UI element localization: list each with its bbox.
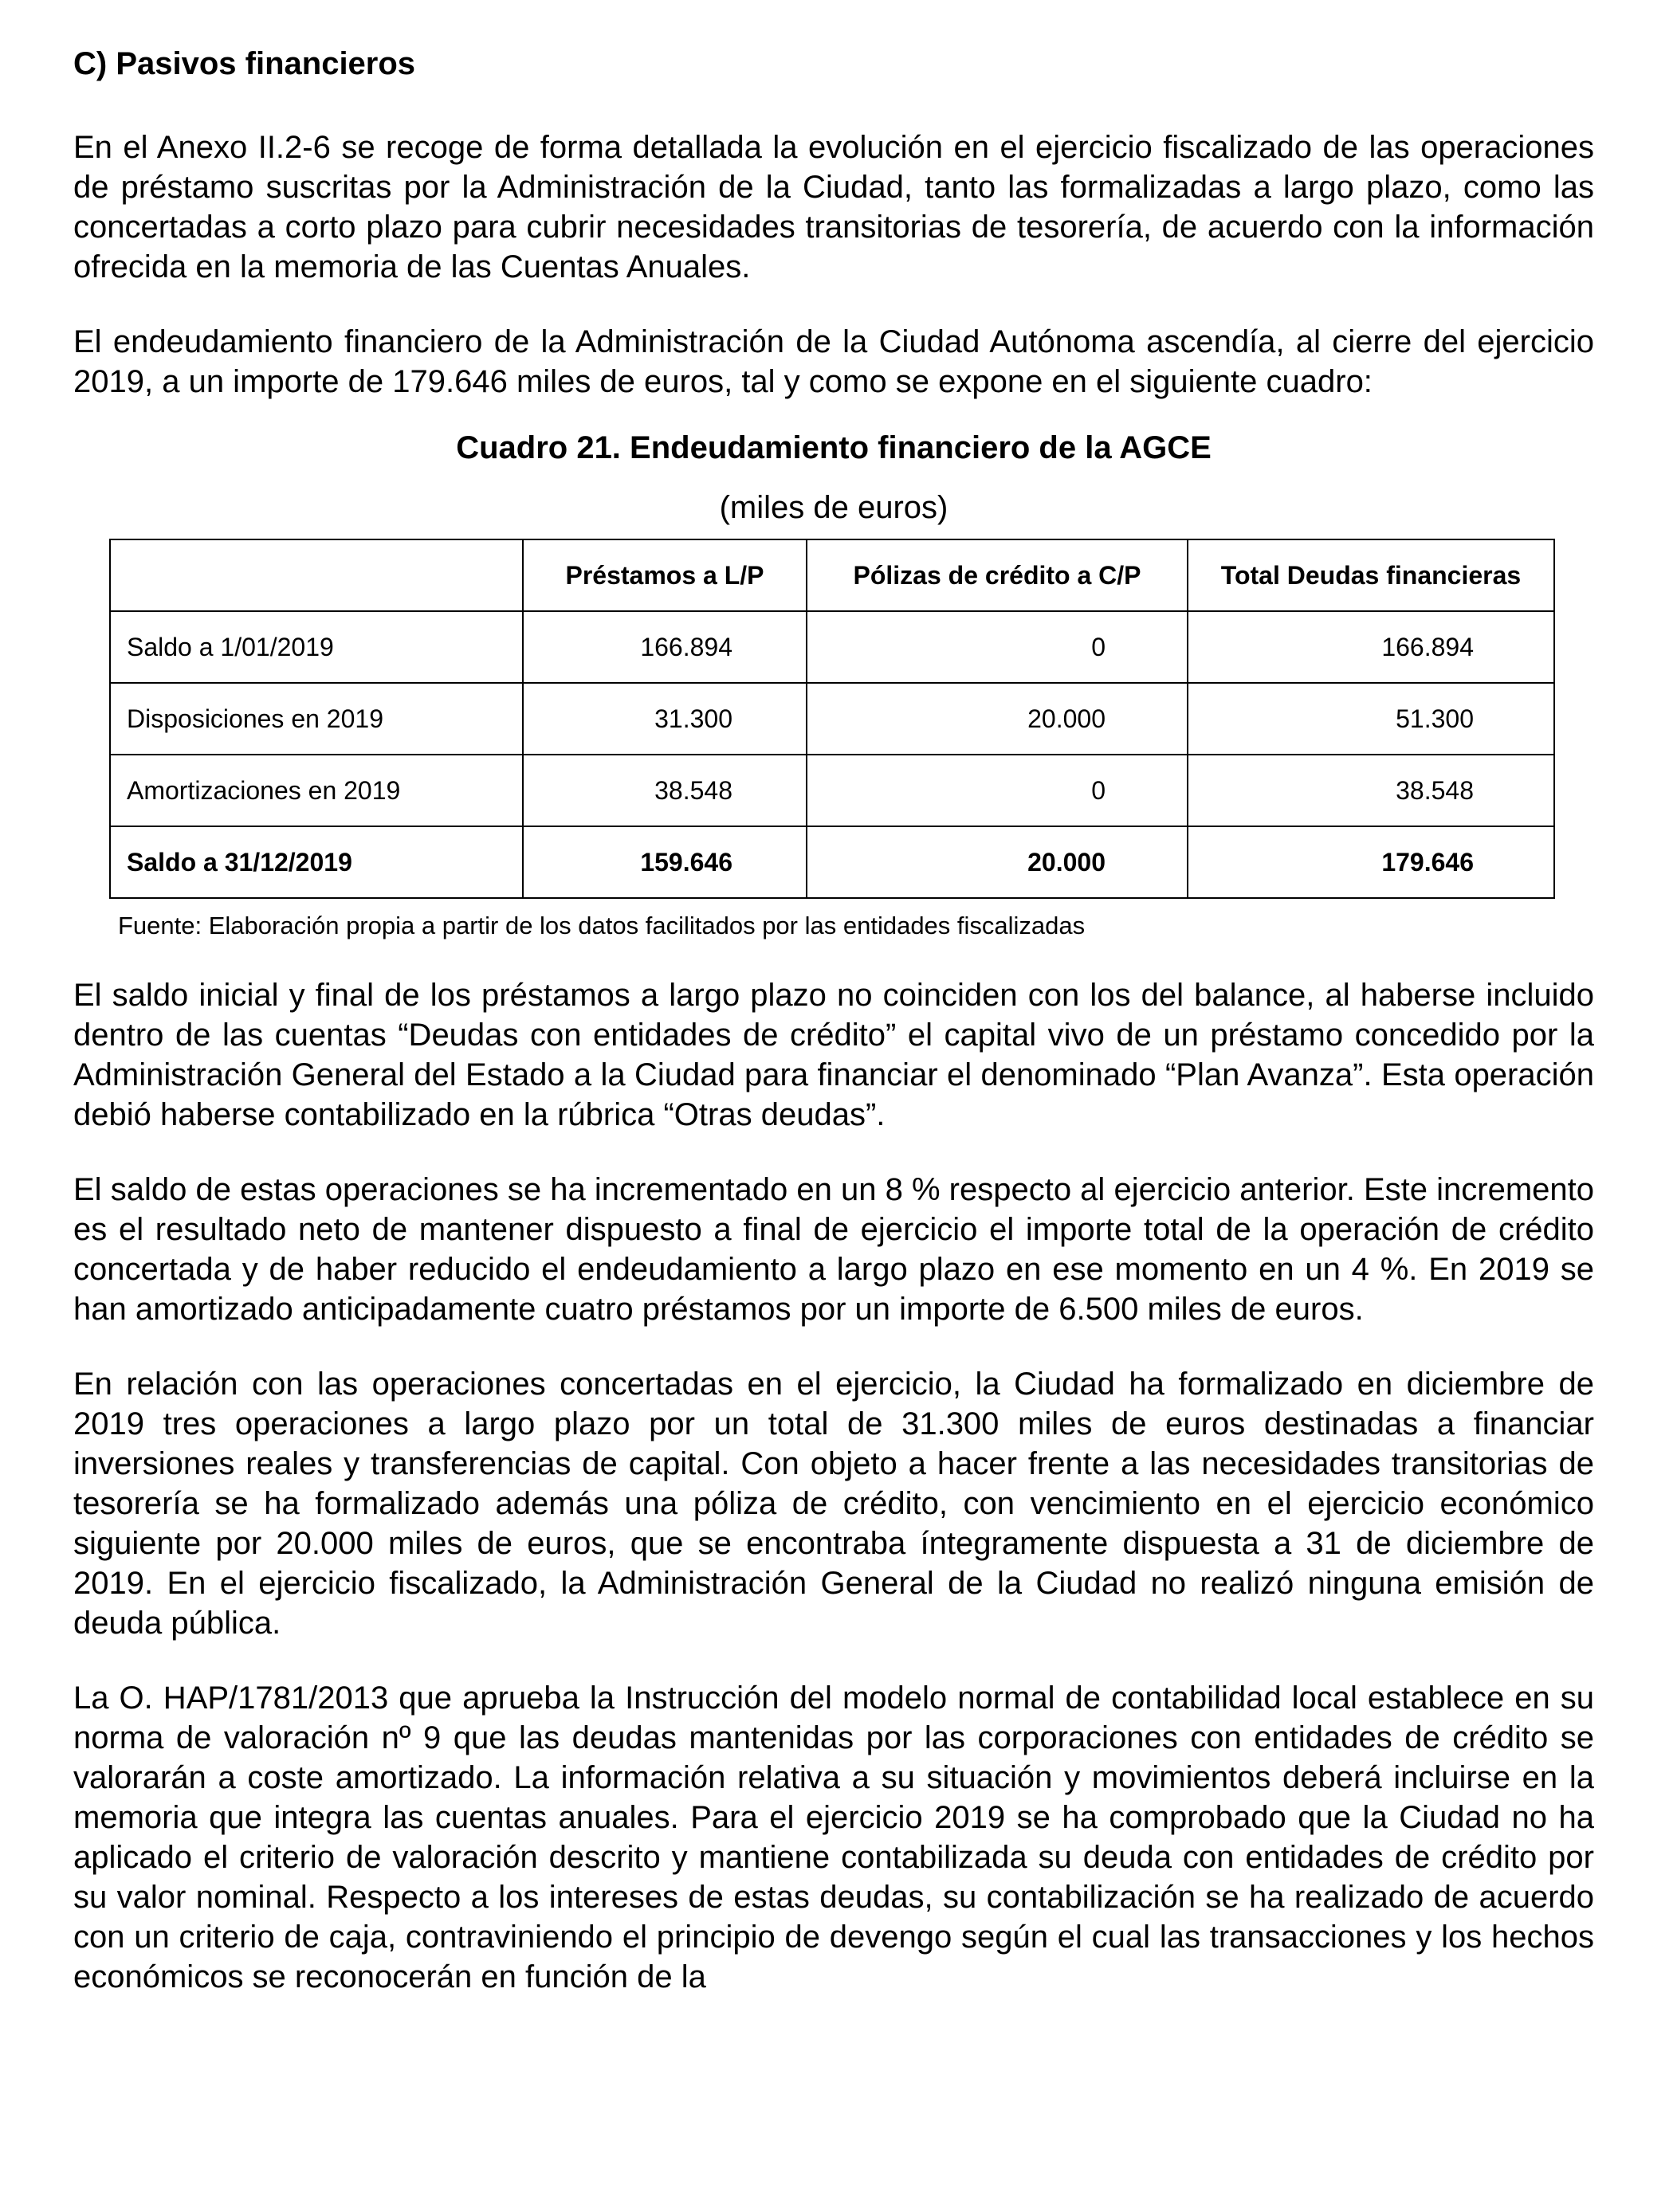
table-cell: 179.646: [1188, 826, 1554, 898]
table-source-note: Fuente: Elaboración propia a partir de los datos facilitados por las entidades fiscalizadas: [118, 912, 1086, 939]
table-cell: 159.646: [523, 826, 807, 898]
table-cell: 20.000: [807, 826, 1188, 898]
table-row: [110, 755, 1554, 826]
section-title: C) Pasivos financieros: [73, 46, 416, 81]
table-header-cell: Pólizas de crédito a C/P: [807, 539, 1188, 611]
table-header-cell: Total Deudas financieras: [1188, 539, 1554, 611]
row-label: Saldo a 31/12/2019: [110, 826, 523, 898]
paragraph: La O. HAP/1781/2013 que aprueba la Instrucción del modelo normal de contabilidad local establece en su norma de valoración nº 9 que las deudas mantenidas por las corporaciones con entidades de crédito se valorarán a coste amortizado. La información relativa a su situación y movimientos deberá incluirse en la memoria que integra las cuentas anuales. Para el ejercicio 2019 se ha comprobado que la Ciudad no ha aplicado el criterio de valoración descrito y mantiene contabilizada su deuda con entidades de crédito por su valor nominal. Respecto a los intereses de estas deudas, su contabilización se ha realizado de acuerdo con un criterio de caja, contraviniendo el principio de devengo según el cual las transacciones y los hechos económicos se reconocerán en función de la: [73, 1681, 1594, 1994]
table-cell: 166.894: [1188, 611, 1554, 683]
table-cell: 51.300: [1188, 683, 1554, 755]
document-page: [73, 41, 1594, 2032]
row-label: Saldo a 1/01/2019: [110, 611, 523, 683]
table-header-cell: [110, 539, 523, 611]
paragraph: El endeudamiento financiero de la Administración de la Ciudad Autónoma ascendía, al cierre del ejercicio 2019, a un importe de 179.646 miles de euros, tal y como se expone en el siguiente cuadro:: [73, 324, 1594, 399]
table-header-row: [110, 539, 1554, 611]
table-cell: 38.548: [523, 755, 807, 826]
table-header-cell: Préstamos a L/P: [523, 539, 807, 611]
row-label: Amortizaciones en 2019: [110, 755, 523, 826]
debt-table: [109, 539, 1555, 899]
table-cell: 0: [807, 755, 1188, 826]
paragraph: En relación con las operaciones concertadas en el ejercicio, la Ciudad ha formalizado en diciembre de 2019 tres operaciones a largo plazo por un total de 31.300 miles de euros destinadas a financiar inversiones reales y transferencias de capital. Con objeto a hacer frente a las necesidades transitorias de tesorería se ha formalizado además una póliza de crédito, con vencimiento en el ejercicio económico siguiente por 20.000 miles de euros, que se encontraba íntegramente dispuesta a 31 de diciembre de 2019. En el ejercicio fiscalizado, la Administración General de la Ciudad no realizó ninguna emisión de deuda pública.: [73, 1367, 1594, 1641]
row-label: Disposiciones en 2019: [110, 683, 523, 755]
paragraph: El saldo inicial y final de los préstamos a largo plazo no coinciden con los del balance, al haberse incluido dentro de las cuentas “Deudas con entidades de crédito” el capital vivo de un préstamo concedido por la Administración General del Estado a la Ciudad para financiar el denominado “Plan Avanza”. Esta operación debió haberse contabilizado en la rúbrica “Otras deudas”.: [73, 978, 1594, 1132]
table-cell: 38.548: [1188, 755, 1554, 826]
table-row: [110, 683, 1554, 755]
table-cell: 166.894: [523, 611, 807, 683]
paragraph: En el Anexo II.2-6 se recoge de forma detallada la evolución en el ejercicio fiscalizado de las operaciones de préstamo suscritas por la Administración de la Ciudad, tanto las formalizadas a largo plazo, como las concertadas a corto plazo para cubrir necesidades transitorias de tesorería, de acuerdo con la información ofrecida en la memoria de las Cuentas Anuales.: [73, 130, 1594, 284]
table-title: Cuadro 21. Endeudamiento financiero de la AGCE: [456, 430, 1212, 465]
table-unit: (miles de euros): [719, 490, 948, 525]
table-cell: 31.300: [523, 683, 807, 755]
table-total-row: [110, 826, 1554, 898]
paragraph: El saldo de estas operaciones se ha incrementado en un 8 % respecto al ejercicio anterior. Este incremento es el resultado neto de mantener dispuesto a final de ejercicio el importe total de la operación de crédito concertada y de haber reducido el endeudamiento a largo plazo en ese momento en un 4 %. En 2019 se han amortizado anticipadamente cuatro préstamos por un importe de 6.500 miles de euros.: [73, 1172, 1594, 1327]
table-row: [110, 611, 1554, 683]
table-cell: 20.000: [807, 683, 1188, 755]
table-cell: 0: [807, 611, 1188, 683]
